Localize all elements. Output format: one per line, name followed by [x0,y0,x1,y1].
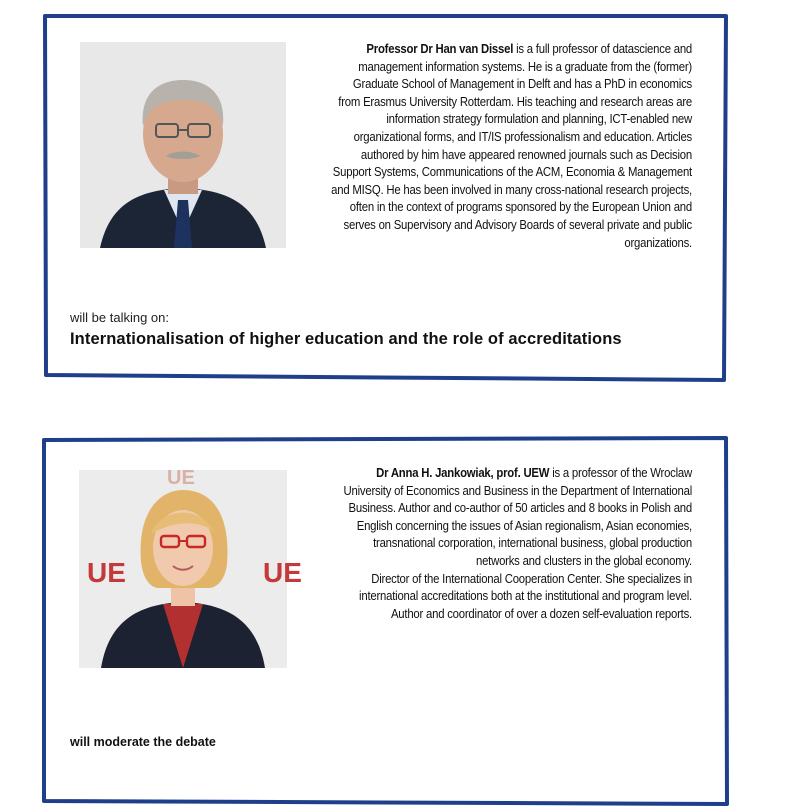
backdrop-logo-right: UE [263,557,302,588]
speaker-photo-1 [80,42,286,248]
talk-title: Internationalisation of higher education and the role of accreditations [70,330,622,348]
talk-intro-label: will be talking on: [70,310,169,325]
speaker-card-1 [46,18,726,376]
portrait-woman-icon [79,467,302,668]
speaker-card-2 [46,442,726,800]
backdrop-logo-top: UE [167,467,195,489]
speaker-bio-2: Dr Anna H. Jankowiak, prof. UEW is a professor of the Wroclaw University of Economics and Business in the Department of International Business. Author and co-author of 50 articles and 8 books in Polish and English concerning the issues of Asian regionalism, Asian economies, transnational corporation, international business, global production networks and clusters in the global economy. Director of the International Cooperation Center. She specializes in international accreditations both at the institutional and program level. Author and coordinator of over a dozen self-evaluation reports. [343,465,692,621]
portrait-man-icon [80,42,286,248]
speaker-bio-1: Professor Dr Han van Dissel is a full professor of datascience and management information systems. He is a graduate from the (former) Graduate School of Management in Delft and has a PhD in economics from Erasmus University Rotterdam. His teaching and research areas are information strategy formulation and planning, ICT-enabled new organizational forms, and IT/IS professionalism and education. Articles authored by him have appeared renowned journals such as Decision Support Systems, Communications of the ACM, Economia & Management and MISQ. He has been involved in many cross-national research projects, often in the context of programs sponsored by the European Union and serves on Supervisory and Advisory Boards of several private and public organizations. [331,41,692,250]
speaker-name-2: Dr Anna H. Jankowiak, prof. UEW [376,465,550,480]
backdrop-logo-left: UE [87,557,126,588]
speaker-photo-2 [79,467,302,668]
speaker-name-1: Professor Dr Han van Dissel [366,41,514,56]
moderator-note: will moderate the debate [70,735,216,749]
